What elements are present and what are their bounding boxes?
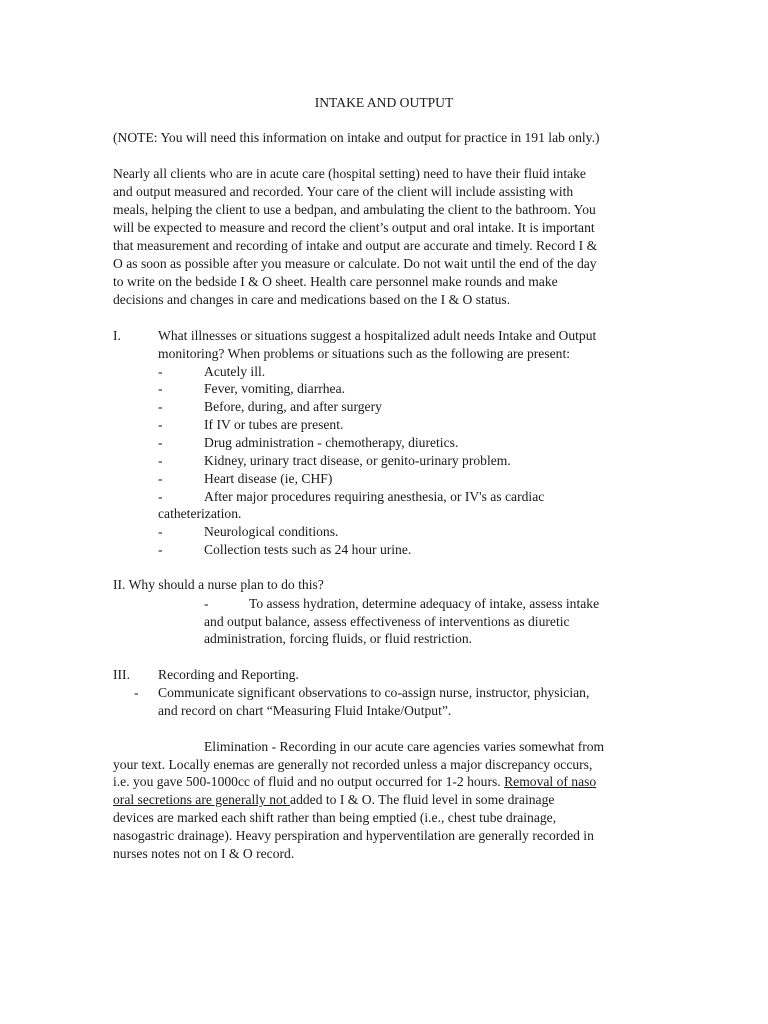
bullet-dash: -: [158, 399, 163, 414]
bullet-dash: -: [204, 596, 209, 611]
page-title: INTAKE AND OUTPUT: [314, 95, 454, 110]
list-item: Acutely ill.: [204, 364, 266, 379]
section-number: III.: [113, 667, 130, 682]
intro-line: will be expected to measure and record the client’s output and oral intake. It is important: [113, 220, 595, 235]
note-paragraph: (NOTE: You will need this information on intake and output for practice in 191 lab only.): [113, 130, 600, 145]
bullet-dash: -: [158, 471, 163, 486]
list-item: Neurological conditions.: [204, 524, 339, 539]
list-item: After major procedures requiring anesthesia, or IV's as cardiac: [204, 489, 545, 504]
section-text: To assess hydration, determine adequacy of intake, assess intake: [249, 596, 600, 611]
section-heading: What illnesses or situations suggest a hospitalized adult needs Intake and Output: [158, 328, 597, 343]
bullet-dash: -: [158, 524, 163, 539]
section-heading: II. Why should a nurse plan to do this?: [113, 577, 324, 592]
intro-line: Nearly all clients who are in acute care (hospital setting) need to have their fluid intake: [113, 166, 586, 181]
paragraph-line: [113, 773, 596, 791]
paragraph-line: your text. Locally enemas are generally not recorded unless a major discrepancy occurs,: [113, 757, 593, 772]
paragraph-line: Elimination - Recording in our acute care agencies varies somewhat from: [204, 739, 605, 754]
bullet-dash: -: [158, 381, 163, 396]
bullet-dash: -: [158, 417, 163, 432]
section-text: administration, forcing fluids, or fluid restriction.: [204, 631, 473, 646]
paragraph-text: added to I & O. The fluid level in some drainage: [290, 792, 555, 807]
bullet-dash: -: [134, 685, 139, 700]
section-text: and record on chart “Measuring Fluid Intake/Output”.: [158, 703, 452, 718]
paragraph-line: nasogastric drainage). Heavy perspiration and hyperventilation are generally recorded in: [113, 828, 594, 843]
bullet-dash: -: [158, 453, 163, 468]
underlined-text: Removal of naso: [504, 774, 597, 789]
list-item: Heart disease (ie, CHF): [204, 471, 333, 486]
list-item: Fever, vomiting, diarrhea.: [204, 381, 346, 396]
section-text: Communicate significant observations to co-assign nurse, instructor, physician,: [158, 685, 590, 700]
bullet-dash: -: [158, 364, 163, 379]
section-heading: Recording and Reporting.: [158, 667, 299, 682]
intro-line: that measurement and recording of intake and output are accurate and timely. Record I &: [113, 238, 598, 253]
paragraph-text: i.e. you gave 500-1000cc of fluid and no output occurred for 1-2 hours.: [113, 774, 505, 789]
list-item: Drug administration - chemotherapy, diuretics.: [204, 435, 459, 450]
intro-line: meals, helping the client to use a bedpan, and ambulating the client to the bathroom. You: [113, 202, 596, 217]
section-text: and output balance, assess effectiveness of interventions as diuretic: [204, 614, 570, 629]
section-heading-cont: monitoring? When problems or situations such as the following are present:: [158, 346, 571, 361]
list-item: Collection tests such as 24 hour urine.: [204, 542, 412, 557]
list-item-cont: catheterization.: [158, 506, 242, 521]
intro-line: and output measured and recorded. Your care of the client will include assisting with: [113, 184, 574, 199]
intro-line: decisions and changes in care and medications based on the I & O status.: [113, 292, 511, 307]
intro-line: O as soon as possible after you measure or calculate. Do not wait until the end of the day: [113, 256, 597, 271]
list-item: If IV or tubes are present.: [204, 417, 344, 432]
bullet-dash: -: [158, 489, 163, 504]
bullet-dash: -: [158, 435, 163, 450]
list-item: Before, during, and after surgery: [204, 399, 382, 414]
underlined-text: oral secretions are generally not: [113, 792, 291, 807]
bullet-dash: -: [158, 542, 163, 557]
paragraph-line: [113, 791, 554, 809]
paragraph-line: devices are marked each shift rather than being emptied (i.e., chest tube drainage,: [113, 810, 557, 825]
intro-line: to write on the bedside I & O sheet. Health care personnel make rounds and make: [113, 274, 558, 289]
paragraph-line: nurses notes not on I & O record.: [113, 846, 295, 861]
list-item: Kidney, urinary tract disease, or genito-urinary problem.: [204, 453, 511, 468]
section-number: I.: [113, 328, 121, 343]
